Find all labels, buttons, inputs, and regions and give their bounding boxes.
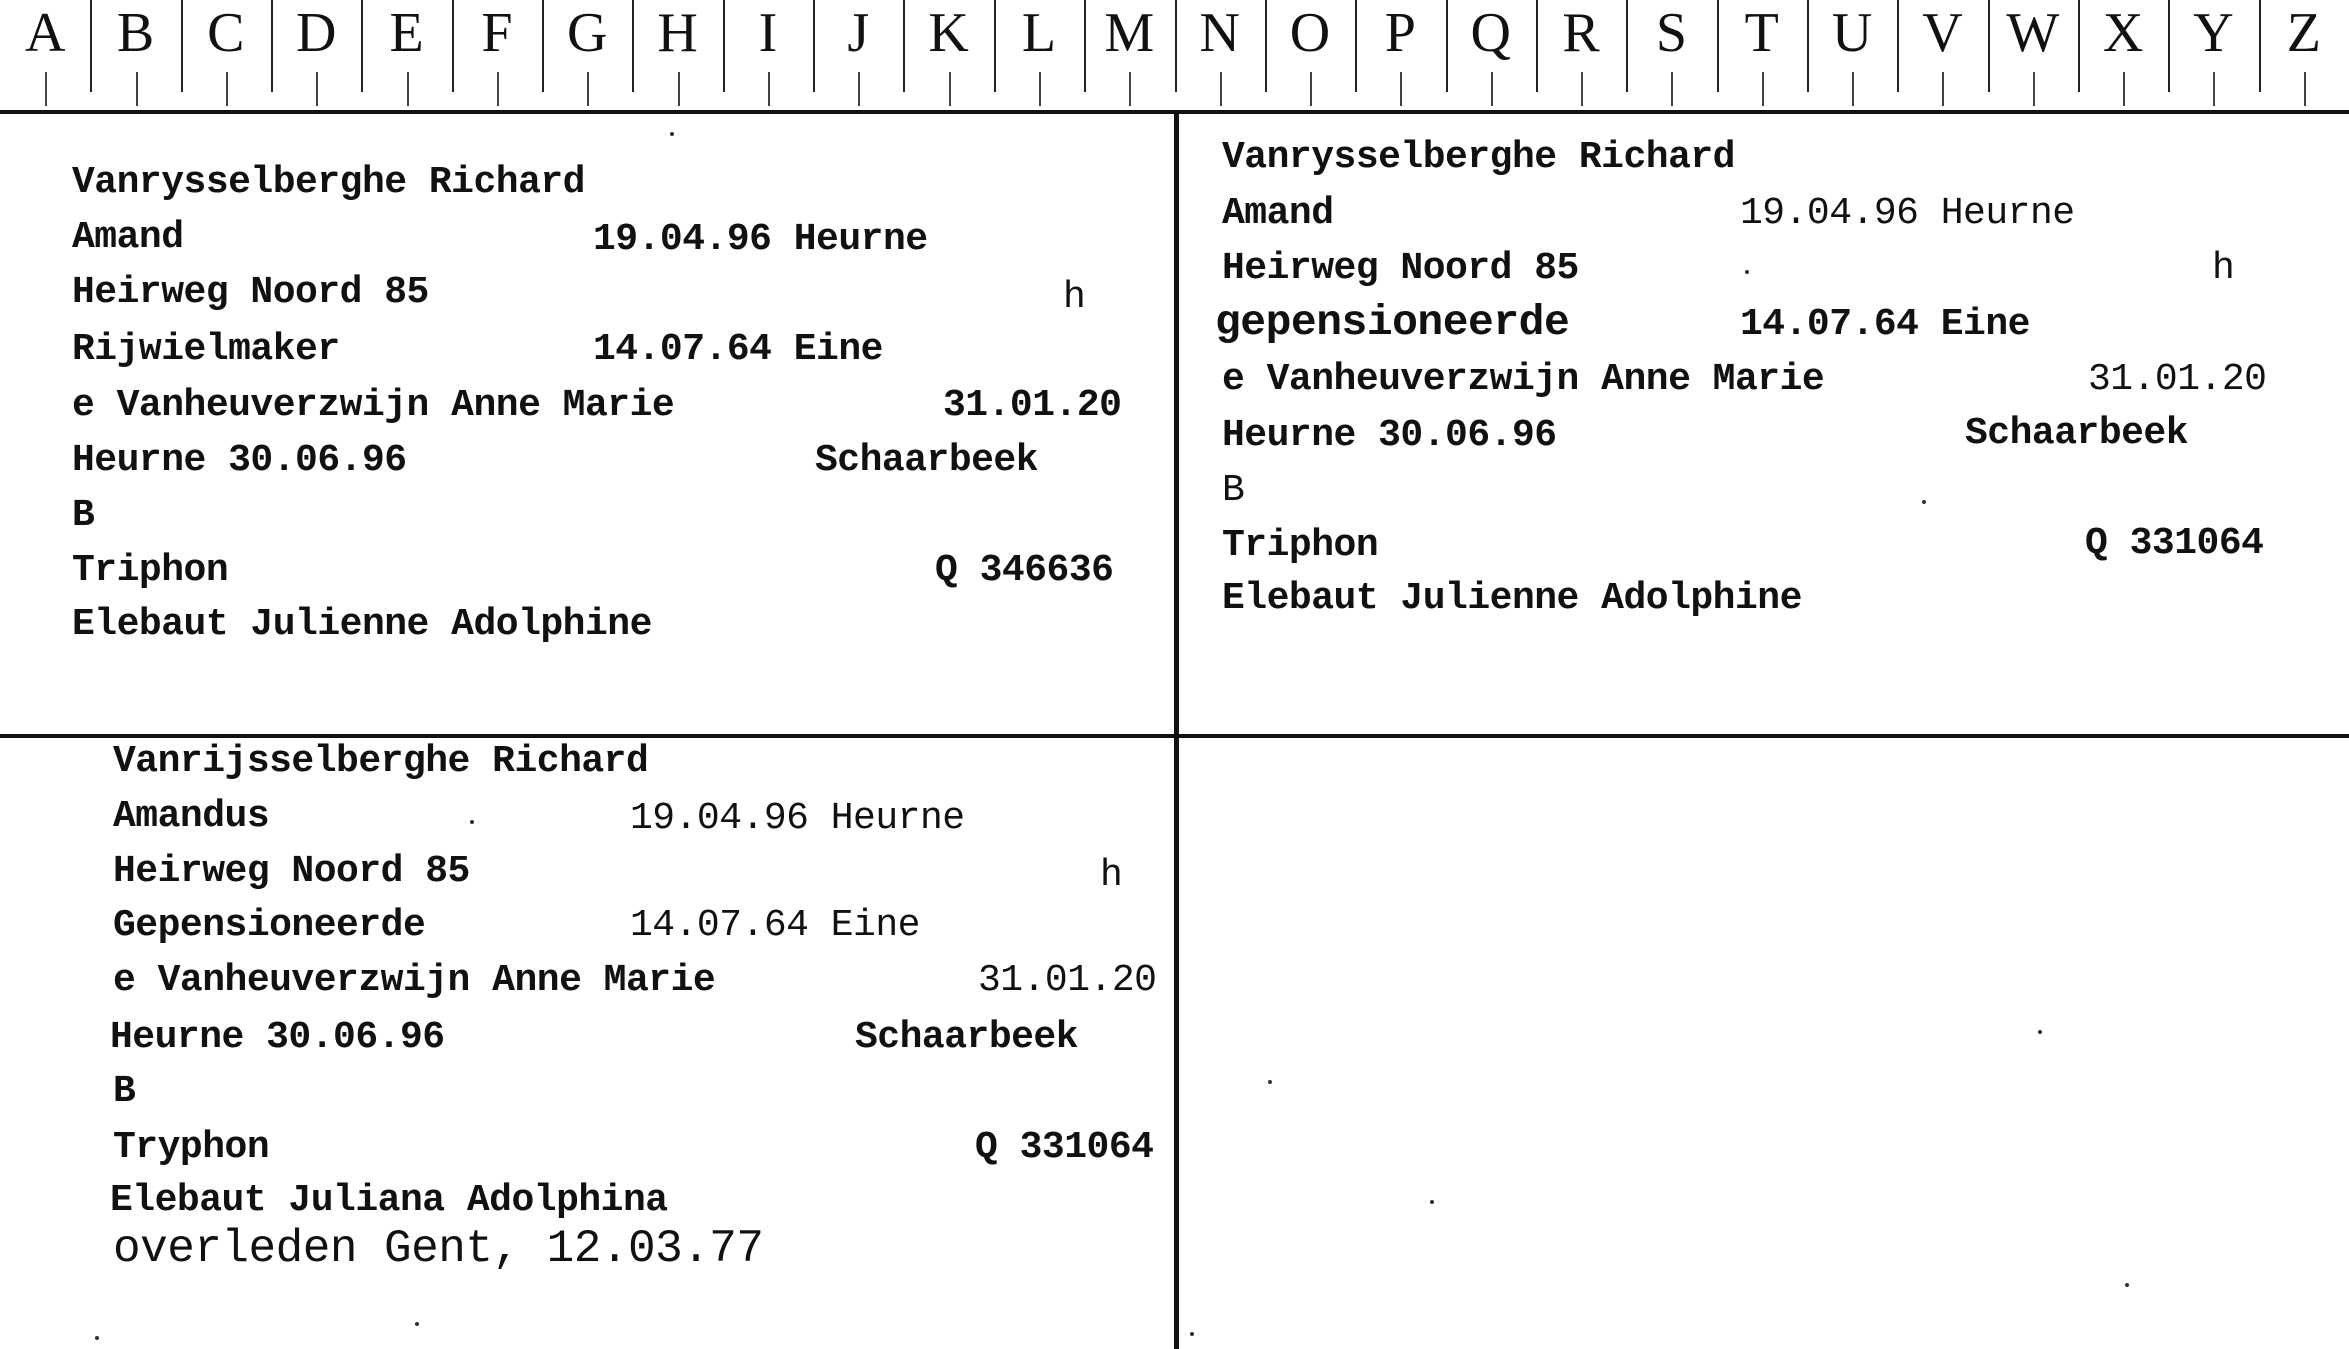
letter-separator: [994, 0, 996, 92]
letter-separator: [2168, 0, 2170, 92]
index-letter-l: L: [1021, 2, 1057, 64]
letter-separator: [181, 0, 183, 92]
index-letter-x: X: [2102, 2, 2144, 64]
surname-line: Vanrijsselberghe Richard: [113, 740, 649, 783]
letter-tick: [1129, 72, 1131, 106]
letter-separator: [361, 0, 363, 92]
letter-tick: [1581, 72, 1583, 106]
mother-name: Elebaut Juliana Adolphina: [110, 1179, 668, 1222]
index-letter-s: S: [1655, 2, 1687, 64]
letter-tick: [1400, 72, 1402, 106]
letter-separator: [1717, 0, 1719, 92]
letter-separator: [903, 0, 905, 92]
letter-tick: [1942, 72, 1944, 106]
index-letter-b: B: [116, 2, 155, 64]
letter-tick: [949, 72, 951, 106]
scan-speck: [470, 820, 474, 824]
letter-separator: [1175, 0, 1177, 92]
spouse-place: Schaarbeek: [815, 439, 1039, 482]
birth-date-place: 19.04.96 Heurne: [593, 218, 928, 261]
index-letter-a: A: [24, 2, 66, 64]
scan-speck: [2125, 1283, 2129, 1287]
index-letter-q: Q: [1470, 2, 1511, 64]
index-letter-j: J: [847, 2, 870, 64]
letter-tick: [1220, 72, 1222, 106]
scan-speck: [415, 1322, 419, 1326]
scan-speck: [670, 132, 674, 136]
scan-speck: [2038, 1030, 2042, 1034]
occupation: Rijwielmaker: [72, 328, 340, 371]
letter-separator: [1807, 0, 1809, 92]
b-marker: B: [113, 1070, 136, 1113]
scan-speck: [1430, 1200, 1434, 1204]
given-name: Amandus: [113, 795, 270, 838]
index-letter-h: H: [657, 2, 698, 64]
letter-separator: [1536, 0, 1538, 92]
marriage-place-date: Heurne 30.06.96: [110, 1016, 445, 1059]
death-date-place: 14.07.64 Eine: [630, 904, 920, 947]
index-letter-m: M: [1104, 2, 1155, 64]
letter-separator: [1446, 0, 1448, 92]
index-letter-y: Y: [2193, 2, 2234, 64]
given-name: Amand: [1222, 192, 1334, 235]
index-letter-k: K: [928, 2, 969, 64]
letter-separator: [271, 0, 273, 92]
letter-tick: [1310, 72, 1312, 106]
letter-tick: [678, 72, 680, 106]
index-letter-c: C: [207, 2, 245, 64]
index-letter-z: Z: [2286, 2, 2321, 64]
marriage-place-date: Heurne 30.06.96: [1222, 414, 1557, 457]
mother-name: Elebaut Julienne Adolphine: [1222, 577, 1802, 620]
index-letter-e: E: [389, 2, 424, 64]
letter-tick: [45, 72, 47, 106]
letter-tick: [1762, 72, 1764, 106]
letter-separator: [632, 0, 634, 92]
father-name: Triphon: [72, 549, 229, 592]
h-marker: h: [2212, 247, 2235, 290]
letter-tick: [1039, 72, 1041, 106]
scan-speck: [1922, 500, 1926, 504]
index-letter-r: R: [1562, 2, 1600, 64]
given-name: Amand: [72, 216, 184, 259]
letter-separator: [1084, 0, 1086, 92]
scan-speck: [1745, 270, 1749, 274]
letter-tick: [316, 72, 318, 106]
letter-tick: [407, 72, 409, 106]
spouse-name: e Vanheuverzwijn Anne Marie: [113, 959, 716, 1002]
marriage-place-date: Heurne 30.06.96: [72, 439, 407, 482]
index-letter-o: O: [1289, 2, 1331, 64]
letter-separator: [1265, 0, 1267, 92]
spouse-date: 31.01.20: [943, 384, 1122, 427]
scan-speck: [95, 1336, 99, 1340]
reference-number: Q 346636: [935, 549, 1114, 592]
spouse-place: Schaarbeek: [855, 1016, 1079, 1059]
index-letter-f: F: [481, 2, 513, 64]
father-name: Tryphon: [113, 1126, 270, 1169]
letter-separator: [813, 0, 815, 92]
letter-tick: [136, 72, 138, 106]
letter-separator: [90, 0, 92, 92]
death-date-place: 14.07.64 Eine: [1740, 303, 2030, 346]
spouse-name: e Vanheuverzwijn Anne Marie: [72, 384, 675, 427]
letter-separator: [2259, 0, 2261, 92]
index-letter-w: W: [2006, 2, 2060, 64]
address: Heirweg Noord 85: [72, 271, 429, 314]
letter-separator: [542, 0, 544, 92]
alphabet-index-strip: [0, 0, 2349, 114]
letter-separator: [2078, 0, 2080, 92]
letter-tick: [2213, 72, 2215, 106]
reference-number: Q 331064: [975, 1126, 1154, 1169]
index-letter-g: G: [567, 2, 608, 64]
letter-tick: [2304, 72, 2306, 106]
scan-speck: [1268, 1080, 1272, 1084]
index-letter-d: D: [295, 2, 337, 64]
death-note: overleden Gent, 12.03.77: [113, 1223, 764, 1275]
letter-separator: [1355, 0, 1357, 92]
index-letter-i: I: [758, 2, 778, 64]
spouse-name: e Vanheuverzwijn Anne Marie: [1222, 358, 1825, 401]
letter-separator: [1897, 0, 1899, 92]
letter-tick: [1852, 72, 1854, 106]
index-letter-p: P: [1384, 2, 1416, 64]
letter-tick: [226, 72, 228, 106]
b-marker: B: [72, 494, 95, 537]
occupation: gepensioneerde: [1215, 298, 1570, 347]
h-marker: h: [1063, 276, 1086, 319]
reference-number: Q 331064: [2085, 522, 2264, 565]
letter-separator: [1626, 0, 1628, 92]
father-name: Triphon: [1222, 524, 1379, 567]
letter-tick: [1491, 72, 1493, 106]
index-letter-n: N: [1199, 2, 1240, 64]
letter-separator: [723, 0, 725, 92]
letter-tick: [2123, 72, 2125, 106]
letter-tick: [2033, 72, 2035, 106]
letter-tick: [768, 72, 770, 106]
h-marker: h: [1100, 854, 1123, 897]
letter-tick: [1671, 72, 1673, 106]
mother-name: Elebaut Julienne Adolphine: [72, 603, 652, 646]
vertical-divider: [1174, 110, 1179, 1349]
birth-date-place: 19.04.96 Heurne: [1740, 192, 2075, 235]
death-date-place: 14.07.64 Eine: [593, 328, 883, 371]
spouse-place: Schaarbeek: [1965, 412, 2189, 455]
surname-line: Vanrysselberghe Richard: [1222, 136, 1735, 179]
index-letter-t: T: [1744, 2, 1779, 64]
address: Heirweg Noord 85: [113, 850, 470, 893]
letter-separator: [452, 0, 454, 92]
occupation: Gepensioneerde: [113, 904, 426, 947]
letter-tick: [858, 72, 860, 106]
birth-date-place: 19.04.96 Heurne: [630, 797, 965, 840]
scan-speck: [1190, 1332, 1194, 1336]
index-letter-v: V: [1922, 2, 1963, 64]
spouse-date: 31.01.20: [978, 959, 1157, 1002]
letter-separator: [1988, 0, 1990, 92]
spouse-date: 31.01.20: [2088, 358, 2267, 401]
address: Heirweg Noord 85: [1222, 247, 1579, 290]
letter-tick: [587, 72, 589, 106]
surname-line: Vanrysselberghe Richard: [72, 161, 585, 204]
b-marker: B: [1222, 469, 1245, 512]
index-letter-u: U: [1831, 2, 1873, 64]
letter-tick: [497, 72, 499, 106]
